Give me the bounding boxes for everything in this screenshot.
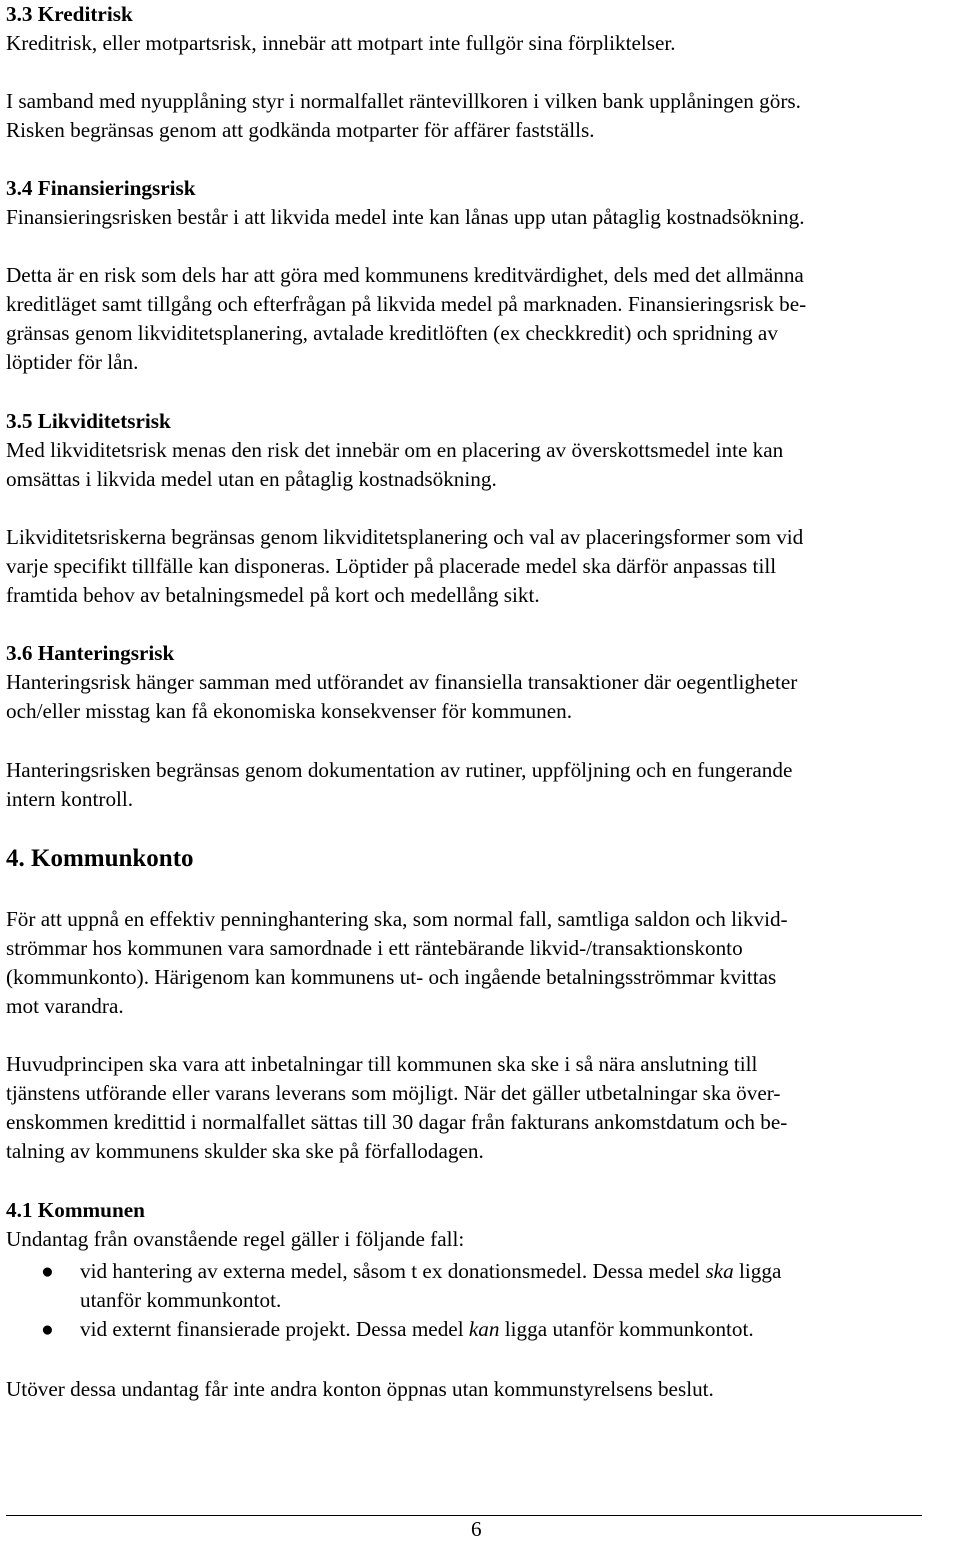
bullet-icon: ●: [41, 1317, 54, 1341]
list-item: ● vid hantering av externa medel, såsom t ex donationsmedel. Dessa medel ska ligga utanför kommunkontot.: [41, 1259, 782, 1312]
paragraph-line: Hanteringsrisk hänger samman med utförandet av finansiella transaktioner där oegentligheter: [6, 670, 798, 694]
paragraph-line: enskommen kredittid i normalfallet sättas till 30 dagar från fakturans ankomstdatum och be-: [6, 1110, 788, 1134]
heading-3-4: 3.4 Finansieringsrisk: [6, 176, 196, 200]
paragraph-line: framtida behov av betalningsmedel på kort och medellång sikt.: [6, 583, 540, 607]
paragraph-line: (kommunkonto). Härigenom kan kommunens ut- och ingående betalningsströmmar kvittas: [6, 965, 777, 989]
paragraph-line: omsättas i likvida medel utan en påtaglig kostnadsökning.: [6, 467, 497, 491]
paragraph: Undantag från ovanstående regel gäller i följande fall:: [6, 1227, 465, 1251]
paragraph: Kreditrisk, eller motpartsrisk, innebär att motpart inte fullgör sina förpliktelser.: [6, 31, 676, 55]
heading-3-6: 3.6 Hanteringsrisk: [6, 641, 175, 665]
paragraph-line: Med likviditetsrisk menas den risk det innebär om en placering av överskottsmedel inte kan: [6, 438, 784, 462]
paragraph-line: Likviditetsriskerna begränsas genom likviditetsplanering och val av placeringsformer som vid: [6, 525, 804, 549]
heading-3-3: 3.3 Kreditrisk: [6, 2, 133, 26]
footer-rule: [6, 1515, 922, 1516]
bullet-icon: ●: [41, 1259, 54, 1283]
paragraph-line: varje specifikt tillfälle kan disponeras. Löptider på placerade medel ska därför anpassas till: [6, 554, 777, 578]
paragraph-line: strömmar hos kommunen vara samordnade i ett räntebärande likvid-/transaktionskonto: [6, 936, 743, 960]
heading-3-5: 3.5 Likviditetsrisk: [6, 409, 171, 433]
list-item: ● vid externt finansierade projekt. Dessa medel kan ligga utanför kommunkontot.: [6, 1315, 956, 1344]
heading-4-1: 4.1 Kommunen: [6, 1198, 145, 1222]
paragraph-line: intern kontroll.: [6, 787, 134, 811]
paragraph: Utöver dessa undantag får inte andra konton öppnas utan kommunstyrelsens beslut.: [6, 1377, 714, 1401]
paragraph-line: mot varandra.: [6, 994, 124, 1018]
bullet-list: [6, 1257, 956, 1344]
page-number: 6: [471, 1517, 482, 1541]
paragraph-line: Detta är en risk som dels har att göra med kommunens kreditvärdighet, dels med det allmänna: [6, 263, 804, 287]
paragraph-line: talning av kommunens skulder ska ske på förfallodagen.: [6, 1139, 484, 1163]
paragraph-line: För att uppnå en effektiv penninghantering ska, som normal fall, samtliga saldon och likvid-: [6, 907, 788, 931]
paragraph-line: Risken begränsas genom att godkända motparter för affärer fastställs.: [6, 118, 595, 142]
paragraph-line: tjänstens utförande eller varans leverans som möjligt. När det gäller utbetalningar ska över-: [6, 1081, 781, 1105]
paragraph-line: Huvudprincipen ska vara att inbetalningar till kommunen ska ske i så nära anslutning till: [6, 1052, 758, 1076]
paragraph-line: gränsas genom likviditetsplanering, avtalade kreditlöften (ex checkkredit) och spridning av: [6, 321, 778, 345]
paragraph: Finansieringsrisken består i att likvida medel inte kan lånas upp utan påtaglig kostnadsökning.: [6, 205, 805, 229]
paragraph-line: löptider för lån.: [6, 350, 139, 374]
paragraph-line: kreditläget samt tillgång och efterfrågan på likvida medel på marknaden. Finansieringsrisk be-: [6, 292, 807, 316]
paragraph-line: I samband med nyupplåning styr i normalfallet räntevillkoren i vilken bank upplåningen görs.: [6, 89, 801, 113]
paragraph-line: Hanteringsrisken begränsas genom dokumentation av rutiner, uppföljning och en fungerande: [6, 758, 793, 782]
paragraph-line: och/eller misstag kan få ekonomiska konsekvenser för kommunen.: [6, 699, 573, 723]
heading-4: 4. Kommunkonto: [6, 845, 194, 872]
